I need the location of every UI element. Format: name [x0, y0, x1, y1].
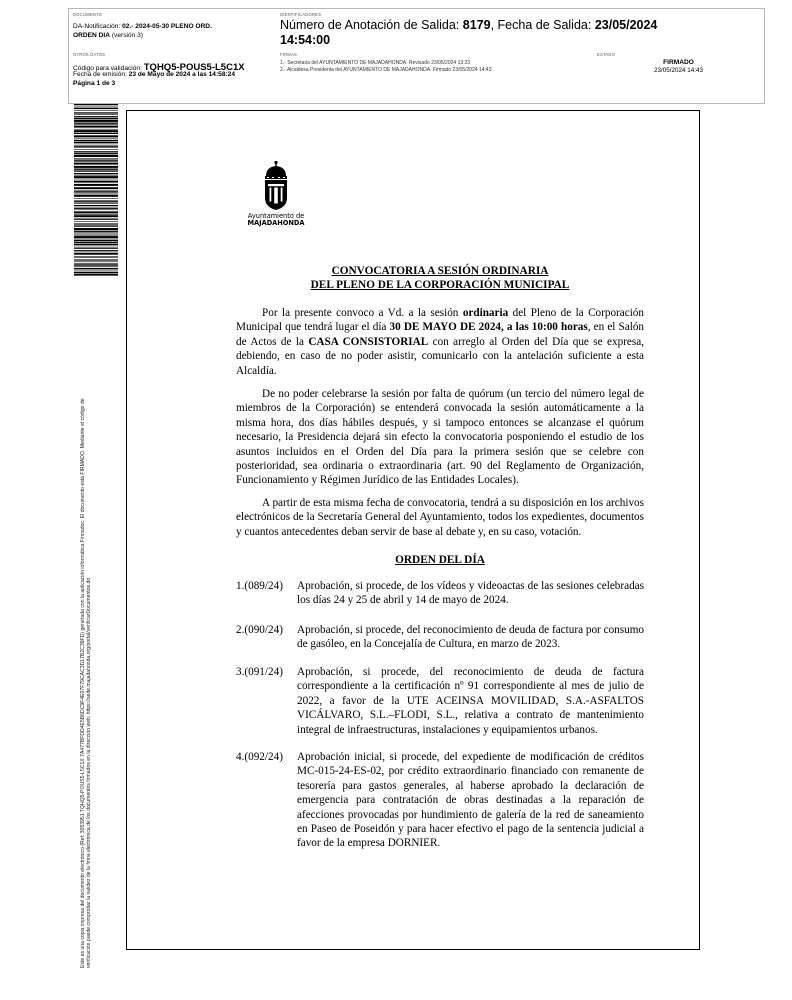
paragraph-quorum: De no poder celebrarse la sesión por falta de quórum (un tercio del número legal de miembros de la Corporación) se entenderá convocada la sesión automáticamente a la misma hora, dos días hábiles después, y si tampoco entonces se alcanzase el quórum necesario, la Presidencia dejará sin efecto la convocatoria posponiendo el estudio de los asuntos incluidos en el Orden del Día para la primera sesión que se celebre con posterioridad, sea ordinaria o extraordinaria (art. 90 del Reglamento de Organización, Funcionamiento y Régimen Jurídico de las Entidades Locales).	[236, 388, 644, 487]
p1-text-d: 30 DE MAYO DE 2024, a las 10:00 horas	[389, 321, 588, 334]
agenda-item-text: Aprobación inicial, si procede, del expediente de modificación de créditos MC-015-24-ES-02, por crédito extraordinario financiado con remanente de tesorería para gastos generales, al haberse aprobado la declaración de emergencia para contratación de obras destinadas a la reparación de afecciones provocadas por hundimiento de galería de la red de saneamiento en Paseo de Poseidón y para hacer efectivo el pago de la sentencia judicial a favor de la empresa DORNIER.	[297, 751, 644, 850]
agenda-item-text: Aprobación, si procede, de los vídeos y videoactas de las sesiones celebradas los días 24 y 25 de abril y 14 de mayo de 2024.	[297, 580, 644, 607]
emission-label: Fecha de emisión:	[73, 71, 129, 78]
agenda-item-number: 4.(092/24)	[236, 751, 283, 763]
documento-type: ORDEN DIA	[73, 32, 110, 39]
document-header	[68, 8, 765, 104]
emission-value: 23 de Mayo de 2024 a las 14:58:24	[128, 71, 236, 78]
document-title-line-2: DEL PLENO DE LA CORPORACIÓN MUNICIPAL	[310, 279, 570, 291]
documento-version: (versión 3)	[110, 32, 143, 39]
barcode-icon	[74, 104, 118, 276]
p1-text-a: Por la presente convoco a Vd. a la sesión	[262, 307, 463, 319]
p1-text-c: del Pleno de la Corporación Municipal que tendrá lugar el día	[236, 307, 644, 334]
verification-line-2: verificación puede comprobar la validez de la firma electrónica de los documentos firmados en la dirección web: https://sede.majadahonda.org/portal/verificarDocumentos.do	[86, 577, 93, 968]
paragraph-convocatoria	[236, 306, 644, 378]
verification-side-text	[80, 298, 92, 968]
otros-datos-caption: OTROS DATOS	[73, 52, 106, 57]
validation-code-label: Código para validación:	[73, 65, 144, 72]
documento-prefix: DA-Notificación:	[73, 23, 123, 30]
anotacion-number: 8179	[462, 18, 491, 32]
agenda-item-number: 3.(091/24)	[236, 666, 283, 678]
identificadores-cell	[276, 9, 764, 49]
documento-caption: DOCUMENTO	[73, 12, 103, 17]
anotacion-mid: , Fecha de Salida:	[490, 18, 595, 32]
status-badge: FIRMADO	[663, 59, 694, 66]
documento-line2	[73, 32, 143, 39]
anotacion-prefix: Número de Anotación de Salida:	[280, 18, 463, 32]
anotacion-date: 23/05/2024	[594, 18, 658, 32]
status-date: 23/05/2024 14:43	[653, 67, 704, 74]
p1-text-g: con arreglo al Orden del Día que se expresa, debiendo, en caso de no poder asistir, comunicarlo con la antelación suficiente a esta Alcaldía.	[236, 335, 644, 377]
orden-del-dia-title: ORDEN DEL DÍA	[395, 554, 485, 566]
estado-caption: ESTADO	[597, 52, 616, 57]
p1-text-f: CASA CONSISTORIAL	[308, 335, 429, 348]
p1-text-b: ordinaria	[462, 307, 509, 319]
anotacion-time: 14:54:00	[280, 33, 331, 47]
firmas-caption: FIRMAS	[280, 52, 298, 57]
validation-code: TQHQ5-POUS5-L5C1X	[143, 62, 245, 73]
emission-date-line	[73, 71, 235, 78]
firma-line-1: 1.- Secretaria del AYUNTAMIENTO DE MAJADAHONDA. Revisado 23/05/2024 13:23	[280, 60, 471, 66]
firma-line-2: 2.- Alcaldesa Presidenta del AYUNTAMIENTO DE MAJADAHONDA. Firmado 23/05/2024 14:43	[280, 67, 492, 73]
firmas-cell	[276, 49, 593, 103]
documento-line1	[73, 23, 212, 30]
documento-cell	[69, 9, 276, 49]
agenda-item-number: 1.(089/24)	[236, 580, 283, 592]
p1-text-e: , en el Salón de Actos de la	[236, 321, 645, 348]
agenda-item-number: 2.(090/24)	[236, 624, 283, 636]
logo-line-2: MAJADAHONDA	[247, 219, 305, 227]
logo-line-1: Ayuntamiento de	[247, 212, 305, 220]
agenda-item-text: Aprobación, si procede, del reconocimiento de deuda de factura correspondiente a la certificación nº 91 correspondiente al mes de julio de 2022, a favor de la UTE ACEINSA MOVILIDAD, S.A.-ASFALTOS VICÁLVARO, S.L.–FLODI, S.L., relativa a contrato de mantenimiento integral de infraestructuras, instalaciones y equipamientos urbanos.	[297, 666, 644, 736]
ayuntamiento-logo	[236, 160, 316, 230]
identificadores-caption: IDENTIFICADORES	[280, 12, 322, 17]
estado-cell	[593, 49, 764, 103]
otros-datos-cell	[69, 49, 276, 103]
anotacion-salida	[280, 18, 750, 48]
document-title-line-1: CONVOCATORIA A SESIÓN ORDINARIA	[331, 265, 549, 277]
documento-name: 02.- 2024-05-30 PLENO ORD.	[122, 23, 212, 30]
agenda-item-text: Aprobación, si procede, del reconocimiento de deuda de factura por consumo de gasóleo, en la Concejalía de Cultura, en marzo de 2023.	[297, 624, 644, 651]
verification-line-1: Este es una copia impresa del documento electrónico (Ref: 3053951 TQHQ5-POUS5-L5C1X 7A477BFDD4E5B6DC9F4E07F79CAC3D17B2C39FD) generada con la aplicación informática Firmadoc. El documento está FIRMADO. Mediante el código de	[80, 398, 86, 968]
page-indicator: Página 1 de 3	[73, 80, 116, 87]
crown-crest-icon	[236, 160, 316, 212]
paragraph-archivos: A partir de esta misma fecha de convocatoria, tendrá a su disposición en los archivos electrónicos de la Secretaría General del Ayuntamiento, todos los expedientes, documentos y cuantos antecedentes deban servir de base al debate y, en su caso, votación.	[236, 497, 644, 538]
